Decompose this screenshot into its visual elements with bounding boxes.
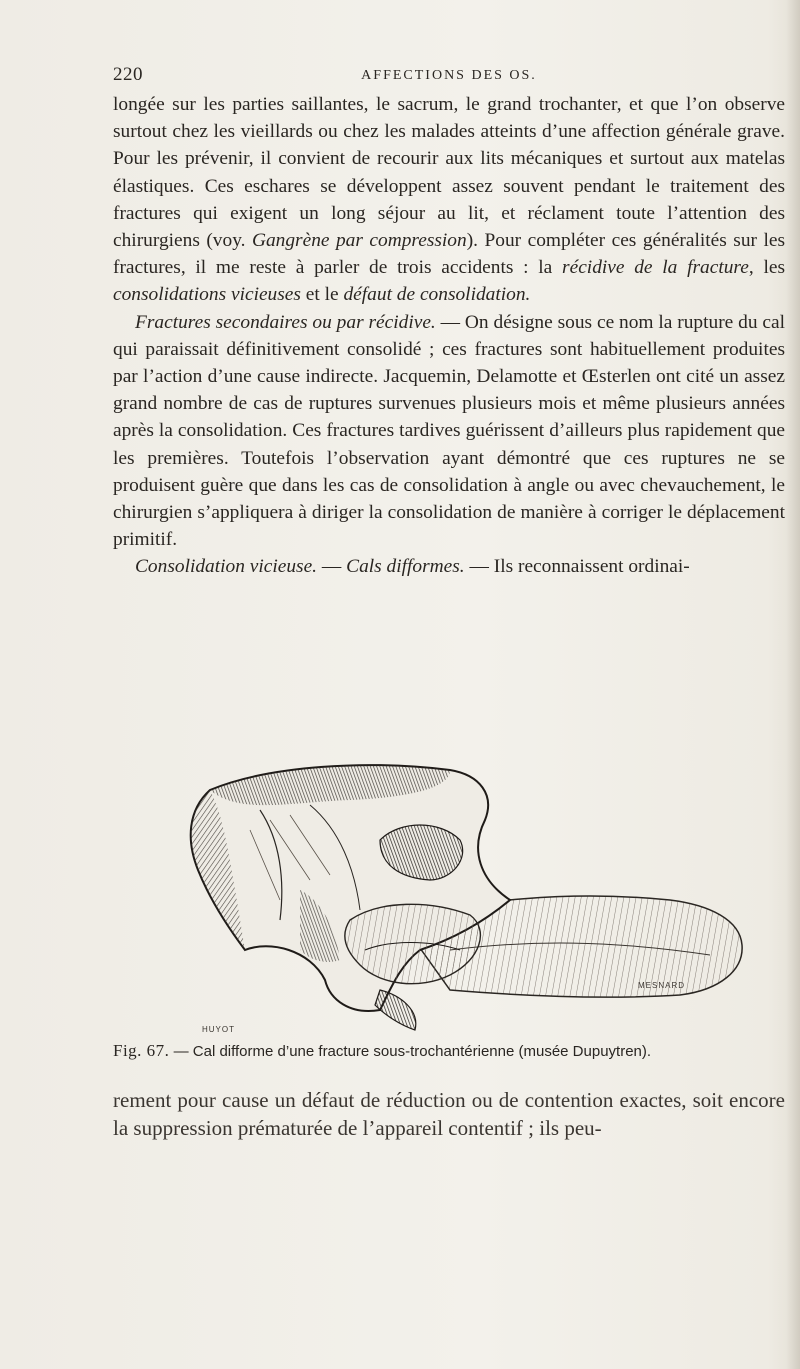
italic-reference: Gangrène par compression — [251, 230, 467, 252]
caption-text: — Cal difforme d’une fracture sous-trochantérienne (musée Dupuytren). — [169, 1043, 652, 1060]
paragraph-continuation: rement pour cause un défaut de réduction ou de contention exactes, soit encore la suppression prématurée de l’appareil contentif ; ils peu- — [113, 1088, 785, 1140]
body-text-lower — [113, 1086, 785, 1142]
paragraph-text: longée sur les parties saillantes, le sacrum, le grand trochanter, et que l’on observe surtout chez les vieillards ou chez les malades atteints d’une affection générale grave. Pour les prévenir, il convient de recourir aux lits mécaniques et surtout aux matelas élastiques. Ces eschares se développent assez souvent pendant le traitement des fractures qui exigent un long séjour au lit, et réclament toute l’attention des chirurgiens (voy. — [113, 94, 785, 252]
paragraph-text: ). Pour compléter ces généralités sur les fractures, il me reste à parler de trois accidents : la — [113, 230, 785, 279]
paragraph-text: — Ils reconnaissent ordinai- — [464, 556, 690, 578]
engraver-signature-right: MESNARD — [638, 981, 686, 990]
italic-term: défaut de consolidation. — [343, 284, 531, 306]
figure-label: Fig. 67. — [113, 1041, 170, 1060]
engraver-signature-left: HUYOT — [202, 1025, 235, 1034]
page-edge-shadow — [786, 0, 800, 1369]
paragraph-text: , les — [748, 257, 785, 279]
section-heading: Fractures secondaires ou par récidive. — [135, 311, 436, 333]
paragraph-fractures-secondaires — [113, 309, 785, 554]
paragraph-text: et le — [300, 284, 344, 306]
figure-bone-engraving — [150, 750, 750, 1035]
paragraph-text: — On désigne sous ce nom la rupture du cal qui paraissait définitivement consolidé ; ces fractures sont habituellement produites par l’action d’une cause indirecte. Jacquemin, Delamotte et Œsterlen ont cité un assez grand nombre de cas de ruptures survenues plusieurs mois et même plusieurs années après la consolidation. Ces fractures tardives guérissent d’ailleurs plus rapidement que les premières. Toutefois l’observation ayant démontré que ces ruptures ne se produisent guère que dans les cas de consolidation à angle ou avec chevauchement, le chirurgien s’appliquera à diriger la consolidation de manière à corriger le déplacement primitif. — [113, 311, 785, 551]
italic-term: consolidations vicieuses — [113, 284, 301, 306]
paragraph-consolidation-vicieuse — [113, 553, 785, 580]
bone-illustration — [150, 750, 750, 1035]
running-head: AFFECTIONS DES OS. — [361, 68, 537, 83]
section-heading: Cals difformes. — [346, 556, 465, 578]
paragraph-eschares — [113, 91, 785, 309]
page-number: 220 — [113, 64, 143, 85]
section-heading: Consolidation vicieuse. — [135, 556, 318, 578]
figure-caption — [113, 1040, 785, 1063]
italic-term: récidive de la fracture — [562, 257, 749, 279]
page-header — [113, 64, 785, 92]
body-text-upper — [113, 91, 785, 581]
dash: — — [317, 556, 347, 578]
